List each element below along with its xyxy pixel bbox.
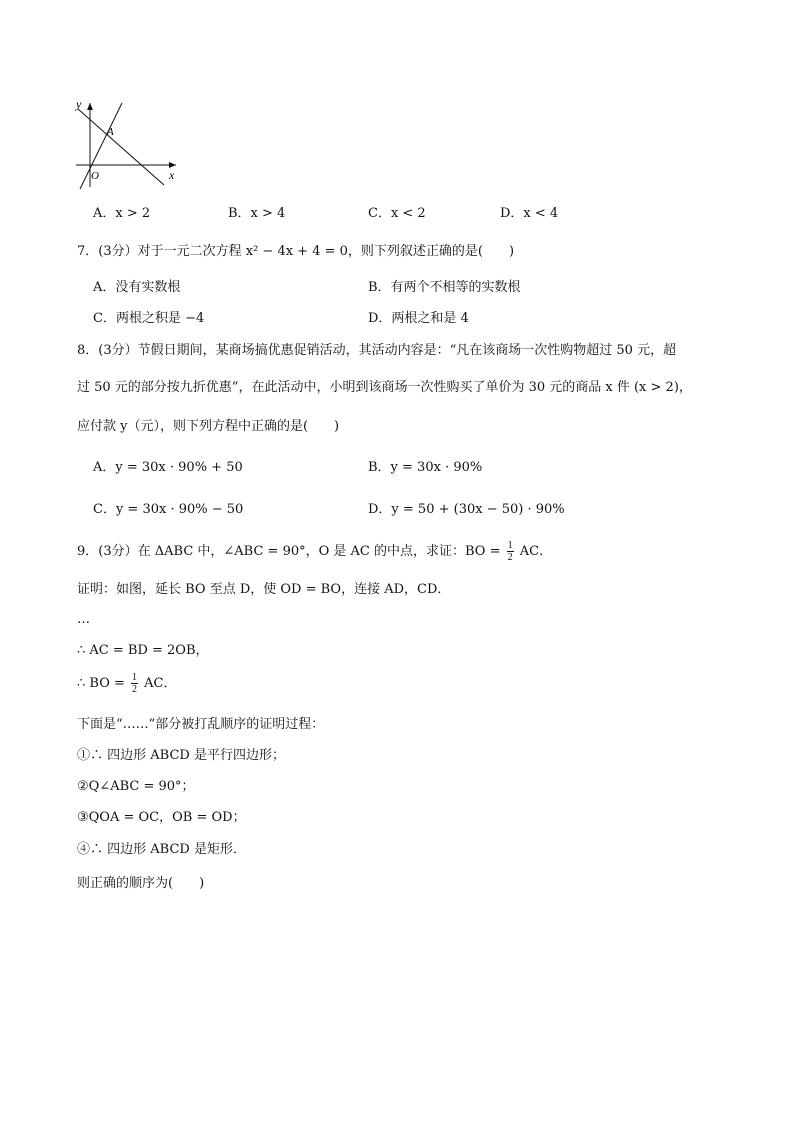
q9-therefore-1: ∴ AC = BD = 2OB，: [77, 643, 209, 658]
q9-therefore-2-fraction: [131, 672, 138, 695]
q8-stem-line2: 过 50 元的部分按九折优惠”，在此活动中，小明到该商场一次性购买了单价为 30 元的商品 x 件 (x > 2)，: [77, 380, 692, 395]
q7-option-a: A．没有实数根: [93, 280, 181, 295]
q9-step-4: ④∴ 四边形 ABCD 是矩形．: [77, 842, 246, 857]
q7-stem: 7．(3分）对于一元二次方程 x² − 4x + 4 = 0，则下列叙述正确的是( ): [77, 244, 515, 259]
q9-step-2: ②Q∠ABC = 90°；: [77, 779, 195, 794]
q8-stem-line1: 8．(3分）节假日期间，某商场搞优惠促销活动，其活动内容是：“凡在该商场一次性购物超过 50 元，超: [77, 343, 677, 358]
q9-ellipsis: …: [77, 612, 90, 627]
q9-stem-prefix: 9．(3分）在 ΔABC 中，∠ABC = 90°，O 是 AC 的中点，求证：BO =: [77, 544, 501, 559]
q9-therefore-2-prefix: ∴ BO =: [77, 676, 125, 691]
y-axis-label: y: [76, 97, 82, 111]
q9-question: 则正确的顺序为( ): [77, 876, 205, 891]
q8-option-d: D．y = 50 + (30x − 50) · 90%: [368, 502, 565, 517]
q9-therefore-2-fraction-num: 1: [132, 672, 138, 683]
q9-stem-fraction-num: 1: [507, 540, 513, 551]
q7-option-c: C．两根之积是 −4: [93, 311, 205, 326]
x-axis-label: x: [169, 168, 175, 182]
q9-shuffled-intro: 下面是“……”部分被打乱顺序的证明过程：: [77, 717, 325, 732]
function-graph: [70, 95, 190, 190]
q8-stem-line3: 应付款 y（元），则下列方程中正确的是( ): [77, 419, 340, 434]
point-a-label: A: [107, 126, 114, 138]
q6-option-b: B．x > 4: [228, 206, 286, 221]
q9-stem-suffix: AC．: [519, 544, 553, 559]
q9-stem-fraction: [507, 540, 514, 563]
q9-therefore-2: [77, 672, 177, 696]
q9-proof-intro: 证明：如图，延长 BO 至点 D，使 OD = BO，连接 AD，CD．: [77, 582, 451, 597]
q9-therefore-2-suffix: AC．: [144, 676, 177, 691]
q6-option-a: A．x > 2: [93, 206, 151, 221]
origin-label: O: [91, 170, 99, 182]
q6-option-c: C．x < 2: [368, 206, 426, 221]
q8-option-a: A．y = 30x · 90% + 50: [93, 460, 243, 475]
q7-option-b: B．有两个不相等的实数根: [368, 280, 521, 295]
q9-step-3: ③QOA = OC，OB = OD；: [77, 810, 246, 825]
q7-option-d: D．两根之和是 4: [368, 311, 469, 326]
y-axis-arrow: [87, 103, 93, 110]
q9-stem: [77, 540, 552, 564]
q6-option-d: D．x < 4: [500, 206, 559, 221]
q9-therefore-2-fraction-den: 2: [132, 684, 138, 695]
q8-option-c: C．y = 30x · 90% − 50: [93, 502, 244, 517]
q9-stem-fraction-den: 2: [507, 552, 513, 563]
q9-step-1: ①∴ 四边形 ABCD 是平行四边形；: [77, 748, 285, 763]
q8-option-b: B．y = 30x · 90%: [368, 460, 483, 475]
